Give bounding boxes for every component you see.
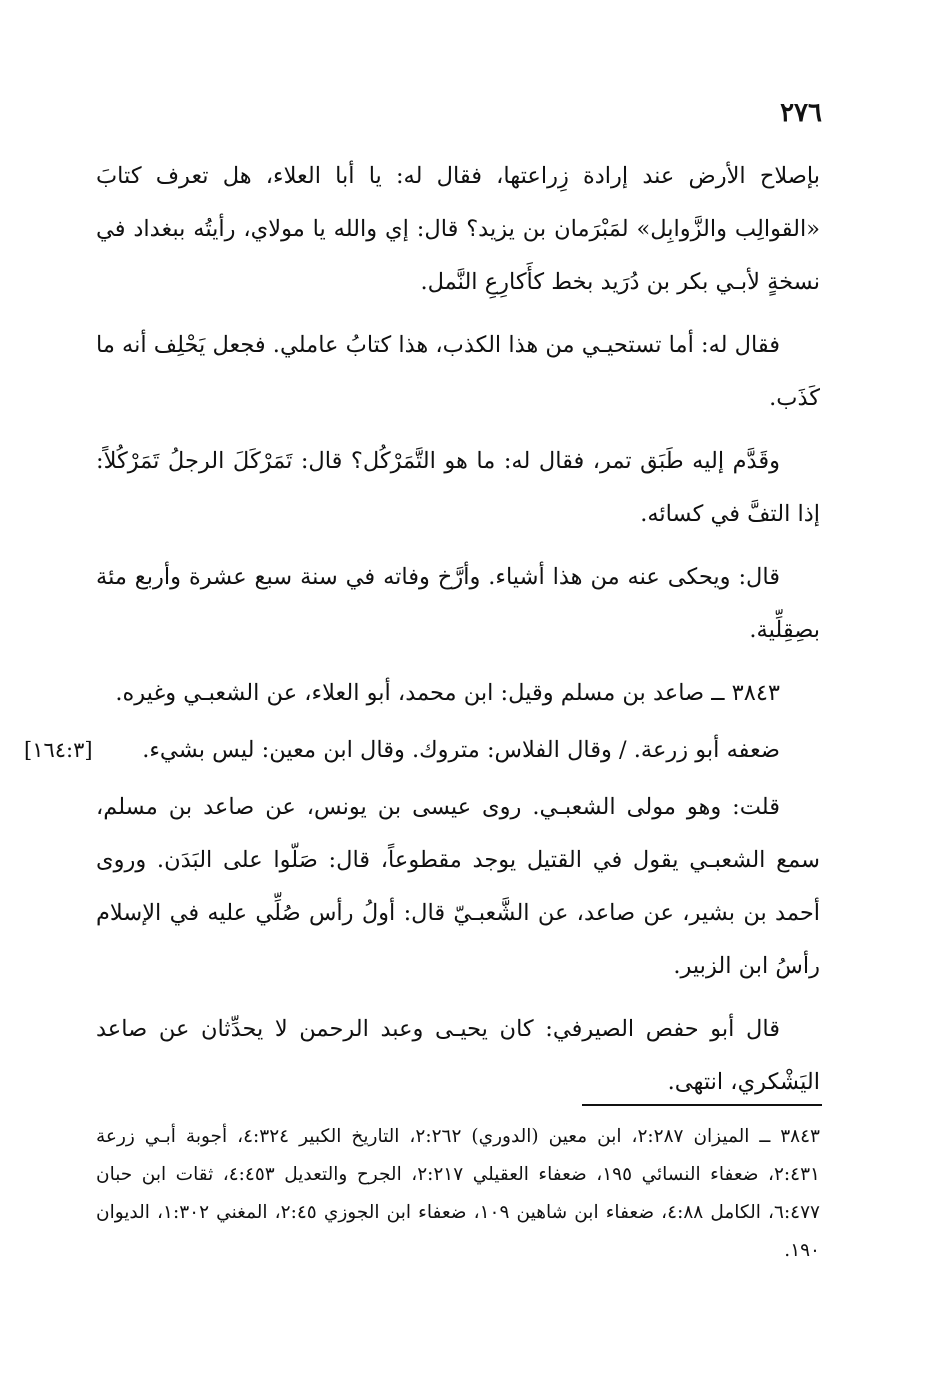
margin-reference: [١٦٤:٣] (24, 738, 93, 762)
entry-line-with-reference (24, 724, 820, 777)
page-number: ٢٧٦ (780, 98, 822, 128)
paragraph-4: قال: ويحكى عنه من هذا أشياء. وأرَّخ وفاته في سنة سبع عشرة وأربع مئة بصِقِلِّية. (96, 564, 820, 643)
paragraph-3: وقَدَّم إليه طَبَق تمر، فقال له: ما هو التَّمَرْكُل؟ قال: تَمَرْكَلَ الرجلُ تَمَرْكُلاً: إذا التفَّ في كسائه. (96, 448, 820, 527)
paragraph-6: ضعفه أبو زرعة. / وقال الفلاس: متروك. وقال ابن معين: ليس بشيء. (142, 737, 780, 763)
paragraph-7: قلت: وهو مولى الشعبـي. روى عيسى بن يونس، عن صاعد بن مسلم، سمع الشعبـي يقول في القتيل يوجد مقطوعاً، قال: صَلّوا على البَدَن. وروى أحمد بن بشير، عن صاعد، عن الشَّعبـيّ قال: أولُ رأس صُلِّي عليه في الإسلام رأسُ ابن الزبير. (96, 794, 820, 979)
paragraph-1: بإصلاح الأرض عند إرادة زِراعتها، فقال له: يا أبا العلاء، هل تعرف كتابَ «القوالِب والزَّوابِل» لمَبْرَمان بن يزيد؟ قال: إي والله يا مولاي، رأيتُه ببغداد في نسخةٍ لأبـي بكر بن دُرَيد بخط كأَكارِعِ النَّمل. (96, 163, 820, 295)
footnote-separator (582, 1104, 822, 1106)
main-text (24, 150, 820, 1119)
paragraph-8: قال أبو حفص الصيرفي: كان يحيـى وعبد الرحمن لا يحدِّثان عن صاعد اليَشْكري، انتهى. (96, 1016, 820, 1095)
paragraph-2: فقال له: أما تستحيـي من هذا الكذب، هذا كتابُ عاملي. فجعل يَحْلِف أنه ما كَذَب. (96, 332, 820, 411)
footnote: ٣٨٤٣ ــ الميزان ٢:٢٨٧، ابن معين (الدوري) ٢:٢٦٢، التاريخ الكبير ٤:٣٢٤، أجوبة أبـي زرعة ٢:٤٣١، ضعفاء النسائي ١٩٥، ضعفاء العقيلي ٢:٢١٧، الجرح والتعديل ٤:٤٥٣، ثقات ابن حبان ٦:٤٧٧، الكامل ٤:٨٨، ضعفاء ابن شاهين ١٠٩، ضعفاء ابن الجوزي ٢:٤٥، المغني ١:٣٠٢، الديوان ١٩٠. (96, 1126, 820, 1261)
entry-heading: ٣٨٤٣ ــ صاعد بن مسلم وقيل: ابن محمد، أبو العلاء، عن الشعبـي وغيره. (115, 680, 780, 706)
